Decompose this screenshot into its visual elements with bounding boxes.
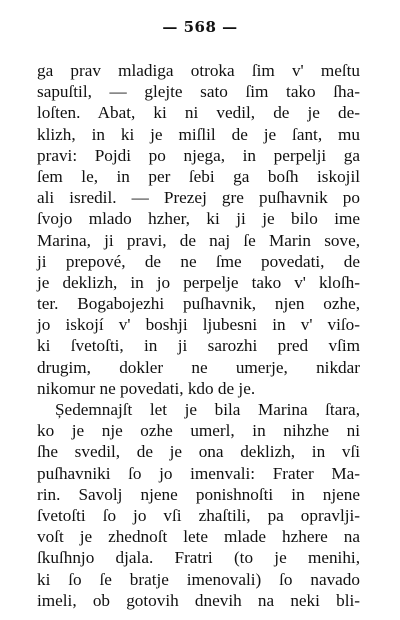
text-line: imeli, ob gotovih dnevih na neki bli- [37, 590, 360, 610]
text-line: ki ſvetoſti, in ji sarozhi pred vſim [37, 336, 360, 356]
text-line: loſten. Abat, ki ni vedil, de je de- [37, 103, 360, 123]
text-line: puſhavniki ſo jo imenvali: Frater Ma- [37, 463, 360, 483]
text-line: rin. Savolj njene ponishnoſti in njene [37, 484, 360, 504]
text-line: ſem le, in per ſebi ga boſh iskojil [37, 166, 360, 186]
text-line: ſkuſhnjo djala. Fratri (to je menihi, [37, 548, 360, 568]
text-line: Marina, ji pravi, de naj ſe Marin sove, [37, 230, 360, 250]
text-line: voſt je zhednoſt lete mlade hzhere na [37, 527, 360, 547]
text-line: drugim, dokler ne umerje, nikdar [37, 357, 360, 377]
text-line: ko je nje ozhe umerl, in nihzhe ni [37, 421, 360, 441]
text-line: ſvetoſti ſo jo vſi zhaſtili, pa opravlji- [37, 505, 360, 525]
text-line: je deklizh, in jo perpelje tako v' kloſh- [37, 272, 360, 292]
text-line: pravi: Pojdi po njega, in perpelji ga [37, 145, 360, 165]
text-line: sapuſtil, — glejte sato ſim tako ſha- [37, 82, 360, 102]
page-number-header: — 568 — [162, 18, 238, 36]
text-line: ali isredil. — Prezej gre puſhavnik po [37, 188, 360, 208]
text-line: ki ſo ſe bratje imenovali) ſo navado [37, 569, 360, 589]
text-line: klizh, in ki je miſlil de je ſant, mu [37, 124, 360, 144]
text-line-paragraph-start: Ședemnajſt let je bila Marina ſtara, [55, 400, 360, 419]
body-text [37, 60, 360, 611]
text-line: nikomur ne povedati, kdo de je. [37, 378, 256, 398]
text-line: ſhe svedil, de je ona deklizh, in vſi [37, 442, 360, 462]
text-line: ter. Bogabojezhi puſhavnik, njen ozhe, [37, 294, 360, 314]
text-line: ga prav mladiga otroka ſim v' meſtu [37, 61, 360, 80]
text-line: jo iskojí v' boshji ljubesni in v' viſo- [37, 315, 360, 335]
text-line: ſvojo mlado hzher, ki ji je bilo ime [37, 209, 360, 229]
text-line: ji prepové, de ne ſme povedati, de [37, 251, 360, 271]
